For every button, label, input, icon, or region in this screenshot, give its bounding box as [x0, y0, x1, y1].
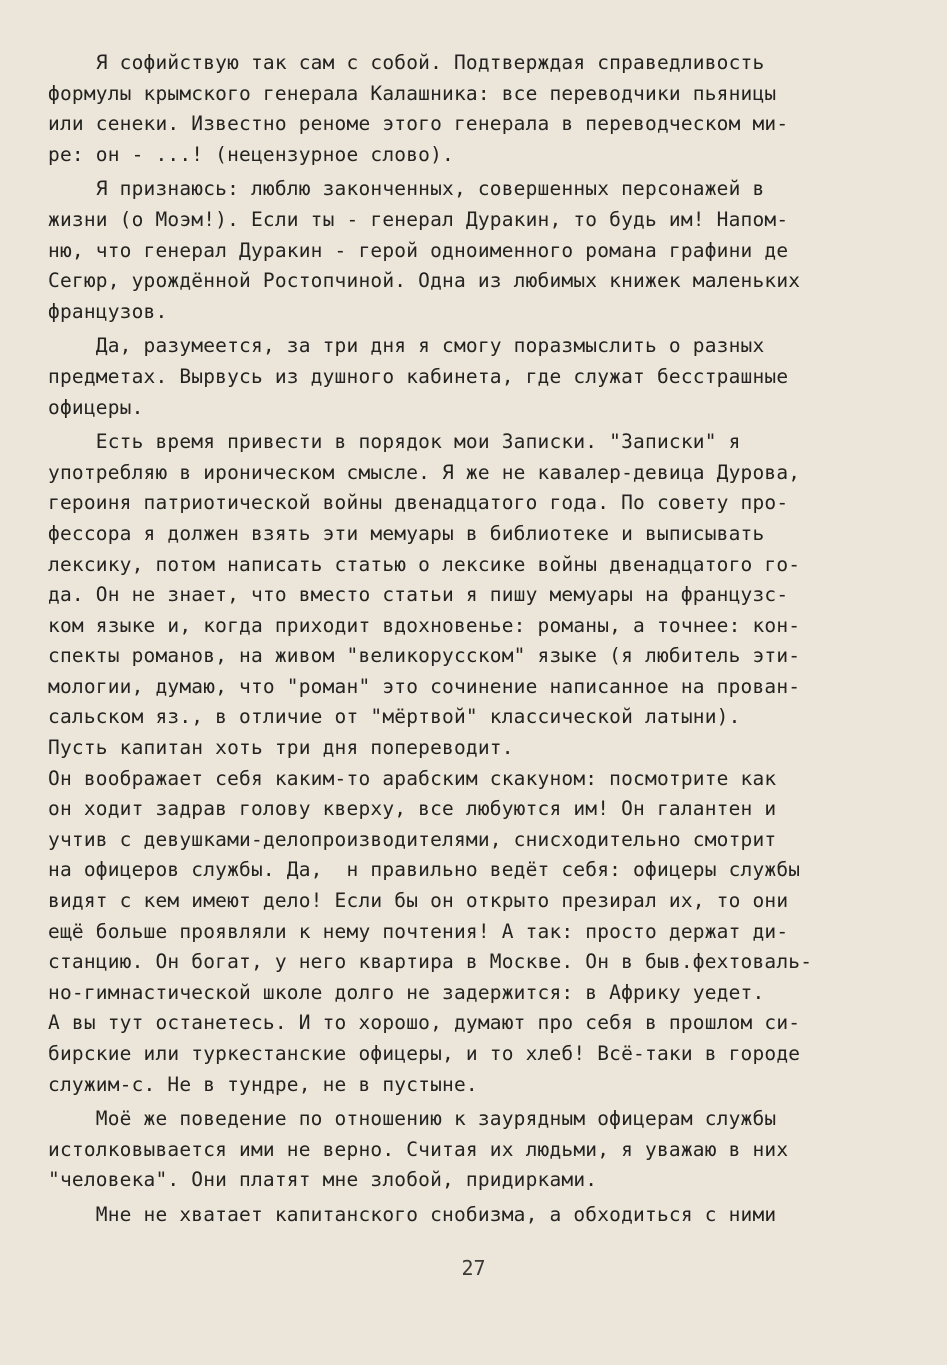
text-line: офицеры. [48, 395, 144, 419]
text-line: "человека". Они платят мне злобой, придирками. [48, 1168, 598, 1192]
text-line: предметах. Вырвусь из душного кабинета, где служат бесстрашные [48, 364, 789, 388]
text-line: Пусть капитан хоть три дня попереводит. [48, 736, 514, 760]
body-text [48, 48, 868, 1231]
text-line: Я признаюсь: люблю законченных, совершенных персонажей в [48, 177, 765, 201]
text-line: но-гимнастической школе долго не задержится: в Африку уедет. [48, 980, 765, 1004]
text-line: спекты романов, на живом "великорусском" языке (я любитель эти- [48, 644, 801, 668]
text-line: он ходит задрав голову кверху, все любуются им! Он галантен и [48, 797, 777, 821]
text-line: на офицеров службы. Да, н правильно ведёт себя: офицеры службы [48, 858, 801, 882]
text-line: истолковывается ими не верно. Считая их людьми, я уважаю в них [48, 1137, 789, 1161]
text-line: Моё же поведение по отношению к заурядным офицерам службы [48, 1107, 777, 1131]
text-line: ещё больше проявляли к нему почтения! А так: просто держат ди- [48, 919, 789, 943]
text-line: Есть время привести в порядок мои Записки. "Записки" я [48, 430, 741, 454]
page-number: 27 [461, 1256, 486, 1280]
text-line: лексику, потом написать статью о лексике войны двенадцатого го- [48, 552, 801, 576]
text-line: французов. [48, 299, 168, 323]
text-line: мологии, думаю, что "роман" это сочинение написанное на прован- [48, 674, 801, 698]
text-line: служим-с. Не в тундре, не в пустыне. [48, 1072, 478, 1096]
text-line: учтив с девушками-делопроизводителями, снисходительно смотрит [48, 827, 777, 851]
text-line: ком языке и, когда приходит вдохновенье: романы, а точнее: кон- [48, 613, 801, 637]
text-line: героиня патриотической войны двенадцатого года. По совету про- [48, 491, 789, 515]
text-line: Да, разумеется, за три дня я смогу поразмыслить о разных [48, 334, 765, 358]
text-line: Я софийствую так сам с собой. Подтверждая справедливость [48, 51, 765, 74]
text-line: сальском яз., в отличие от "мёртвой" классической латыни). [48, 705, 741, 729]
text-line: или сенеки. Известно реноме этого генерала в переводческом ми- [48, 112, 789, 136]
text-line: Мне не хватает капитанского снобизма, а обходиться с ними [48, 1202, 777, 1226]
text-line: бирские или туркестанские офицеры, и то хлеб! Всё-таки в городе [48, 1042, 801, 1065]
text-line: ре: он - ...! (нецензурное слово). [48, 142, 454, 166]
text-line: да. Он не знает, что вместо статьи я пишу мемуары на французс- [48, 583, 789, 607]
text-line: видят с кем имеют дело! Если бы он открыто презирал их, то они [48, 889, 789, 913]
text-line: жизни (о Моэм!). Если ты - генерал Дуракин, то будь им! Напом- [48, 207, 789, 231]
text-line: станцию. Он богат, у него квартира в Москве. Он в быв.фехтоваль- [48, 950, 813, 974]
text-line: Он воображает себя каким-то арабским скакуном: посмотрите как [48, 766, 777, 790]
text-line: Сегюр, урождённой Ростопчиной. Одна из любимых книжек маленьких [48, 269, 801, 293]
text-line: фессора я должен взять эти мемуары в библиотеке и выписывать [48, 521, 765, 545]
text-line: А вы тут останетесь. И то хорошо, думают про себя в прошлом си- [48, 1011, 801, 1035]
text-line: употребляю в ироническом смысле. Я же не кавалер-девица Дурова, [48, 460, 801, 484]
text-line: формулы крымского генерала Калашника: все переводчики пьяницы [48, 81, 777, 105]
text-line: ню, что генерал Дуракин - герой одноименного романа графини де [48, 238, 789, 262]
